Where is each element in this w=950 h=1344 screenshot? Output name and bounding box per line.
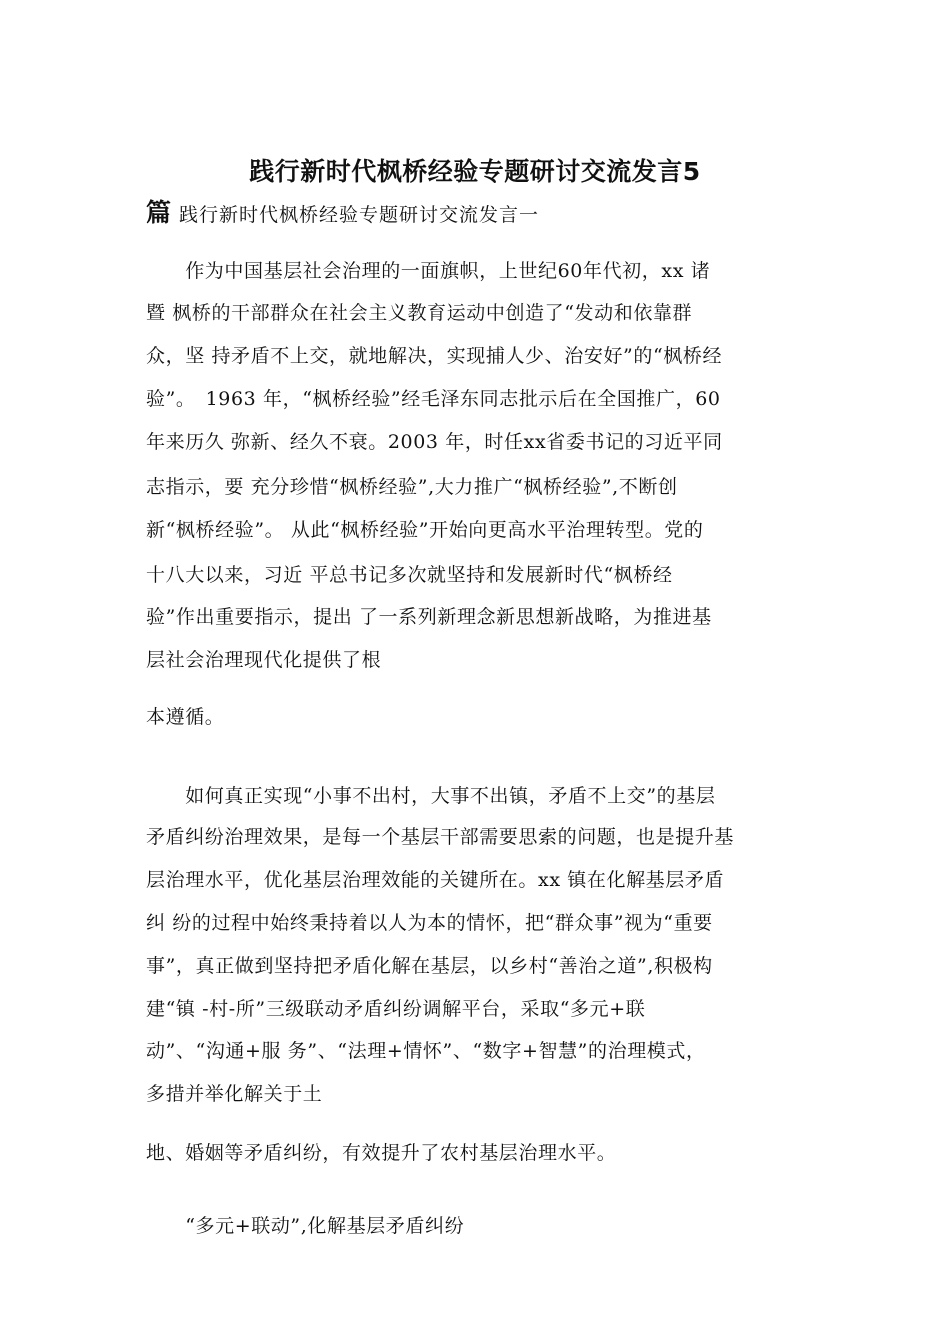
paragraph1-line: 志指示，要 充分珍惜“枫桥经验”,大力推广“枫桥经验”,不断创 <box>146 476 678 498</box>
subtitle: 践行新时代枫桥经验专题研讨交流发言一 <box>179 204 540 226</box>
paragraph1-line: 层社会治理现代化提供了根 <box>146 649 382 671</box>
document-subheading <box>146 193 539 229</box>
paragraph2-line: 建“镇 -村-所”三级联动矛盾纠纷调解平台，采取“多元+联 <box>146 998 646 1020</box>
paragraph2-line: 事”，真正做到坚持把矛盾化解在基层，以乡村“善治之道”,积极构 <box>146 955 713 977</box>
paragraph2-line: 层治理水平，优化基层治理效能的关键所在。xx 镇在化解基层矛盾 <box>146 869 725 891</box>
paragraph2-line: 多措并举化解关于土 <box>146 1083 323 1105</box>
section-heading: “多元+联动”,化解基层矛盾纠纷 <box>146 1215 465 1237</box>
paragraph2-line: 如何真正实现“小事不出村，大事不出镇，矛盾不上交”的基层 <box>146 785 716 807</box>
paragraph1-line: 十八大以来，习近 平总书记多次就坚持和发展新时代“枫桥经 <box>146 564 673 586</box>
paragraph1-line: 暨 枫桥的干部群众在社会主义教育运动中创造了“发动和依靠群 <box>146 302 693 324</box>
paragraph2-line: 地、婚姻等矛盾纠纷，有效提升了农村基层治理水平。 <box>146 1142 617 1164</box>
paragraph1-line: 作为中国基层社会治理的一面旗帜，上世纪60年代初，xx 诸 <box>146 260 711 282</box>
paragraph2-line: 纠 纷的过程中始终秉持着以人为本的情怀，把“群众事”视为“重要 <box>146 912 713 934</box>
paragraph2-line: 动”、“沟通+服 务”、“法理+情怀”、“数字+智慧”的治理模式， <box>146 1040 706 1062</box>
pian-label: 篇 <box>146 198 172 227</box>
paragraph1-line: 验”。 1963 年，“枫桥经验”经毛泽东同志批示后在全国推广，60 <box>146 388 721 410</box>
paragraph1-line: 年来历久 弥新、经久不衰。2003 年，时任xx省委书记的习近平同 <box>146 431 723 453</box>
document-title: 践行新时代枫桥经验专题研讨交流发言5 <box>249 157 701 186</box>
paragraph1-line: 本遵循。 <box>146 706 225 728</box>
paragraph1-line: 众，坚 持矛盾不上交，就地解决，实现捕人少、治安好”的“枫桥经 <box>146 345 723 367</box>
paragraph2-line: 矛盾纠纷治理效果，是每一个基层干部需要思索的问题，也是提升基 <box>146 826 735 848</box>
paragraph1-line: 验”作出重要指示，提出 了一系列新理念新思想新战略，为推进基 <box>146 606 712 628</box>
paragraph1-line: 新“枫桥经验”。 从此“枫桥经验”开始向更高水平治理转型。党的 <box>146 519 704 541</box>
